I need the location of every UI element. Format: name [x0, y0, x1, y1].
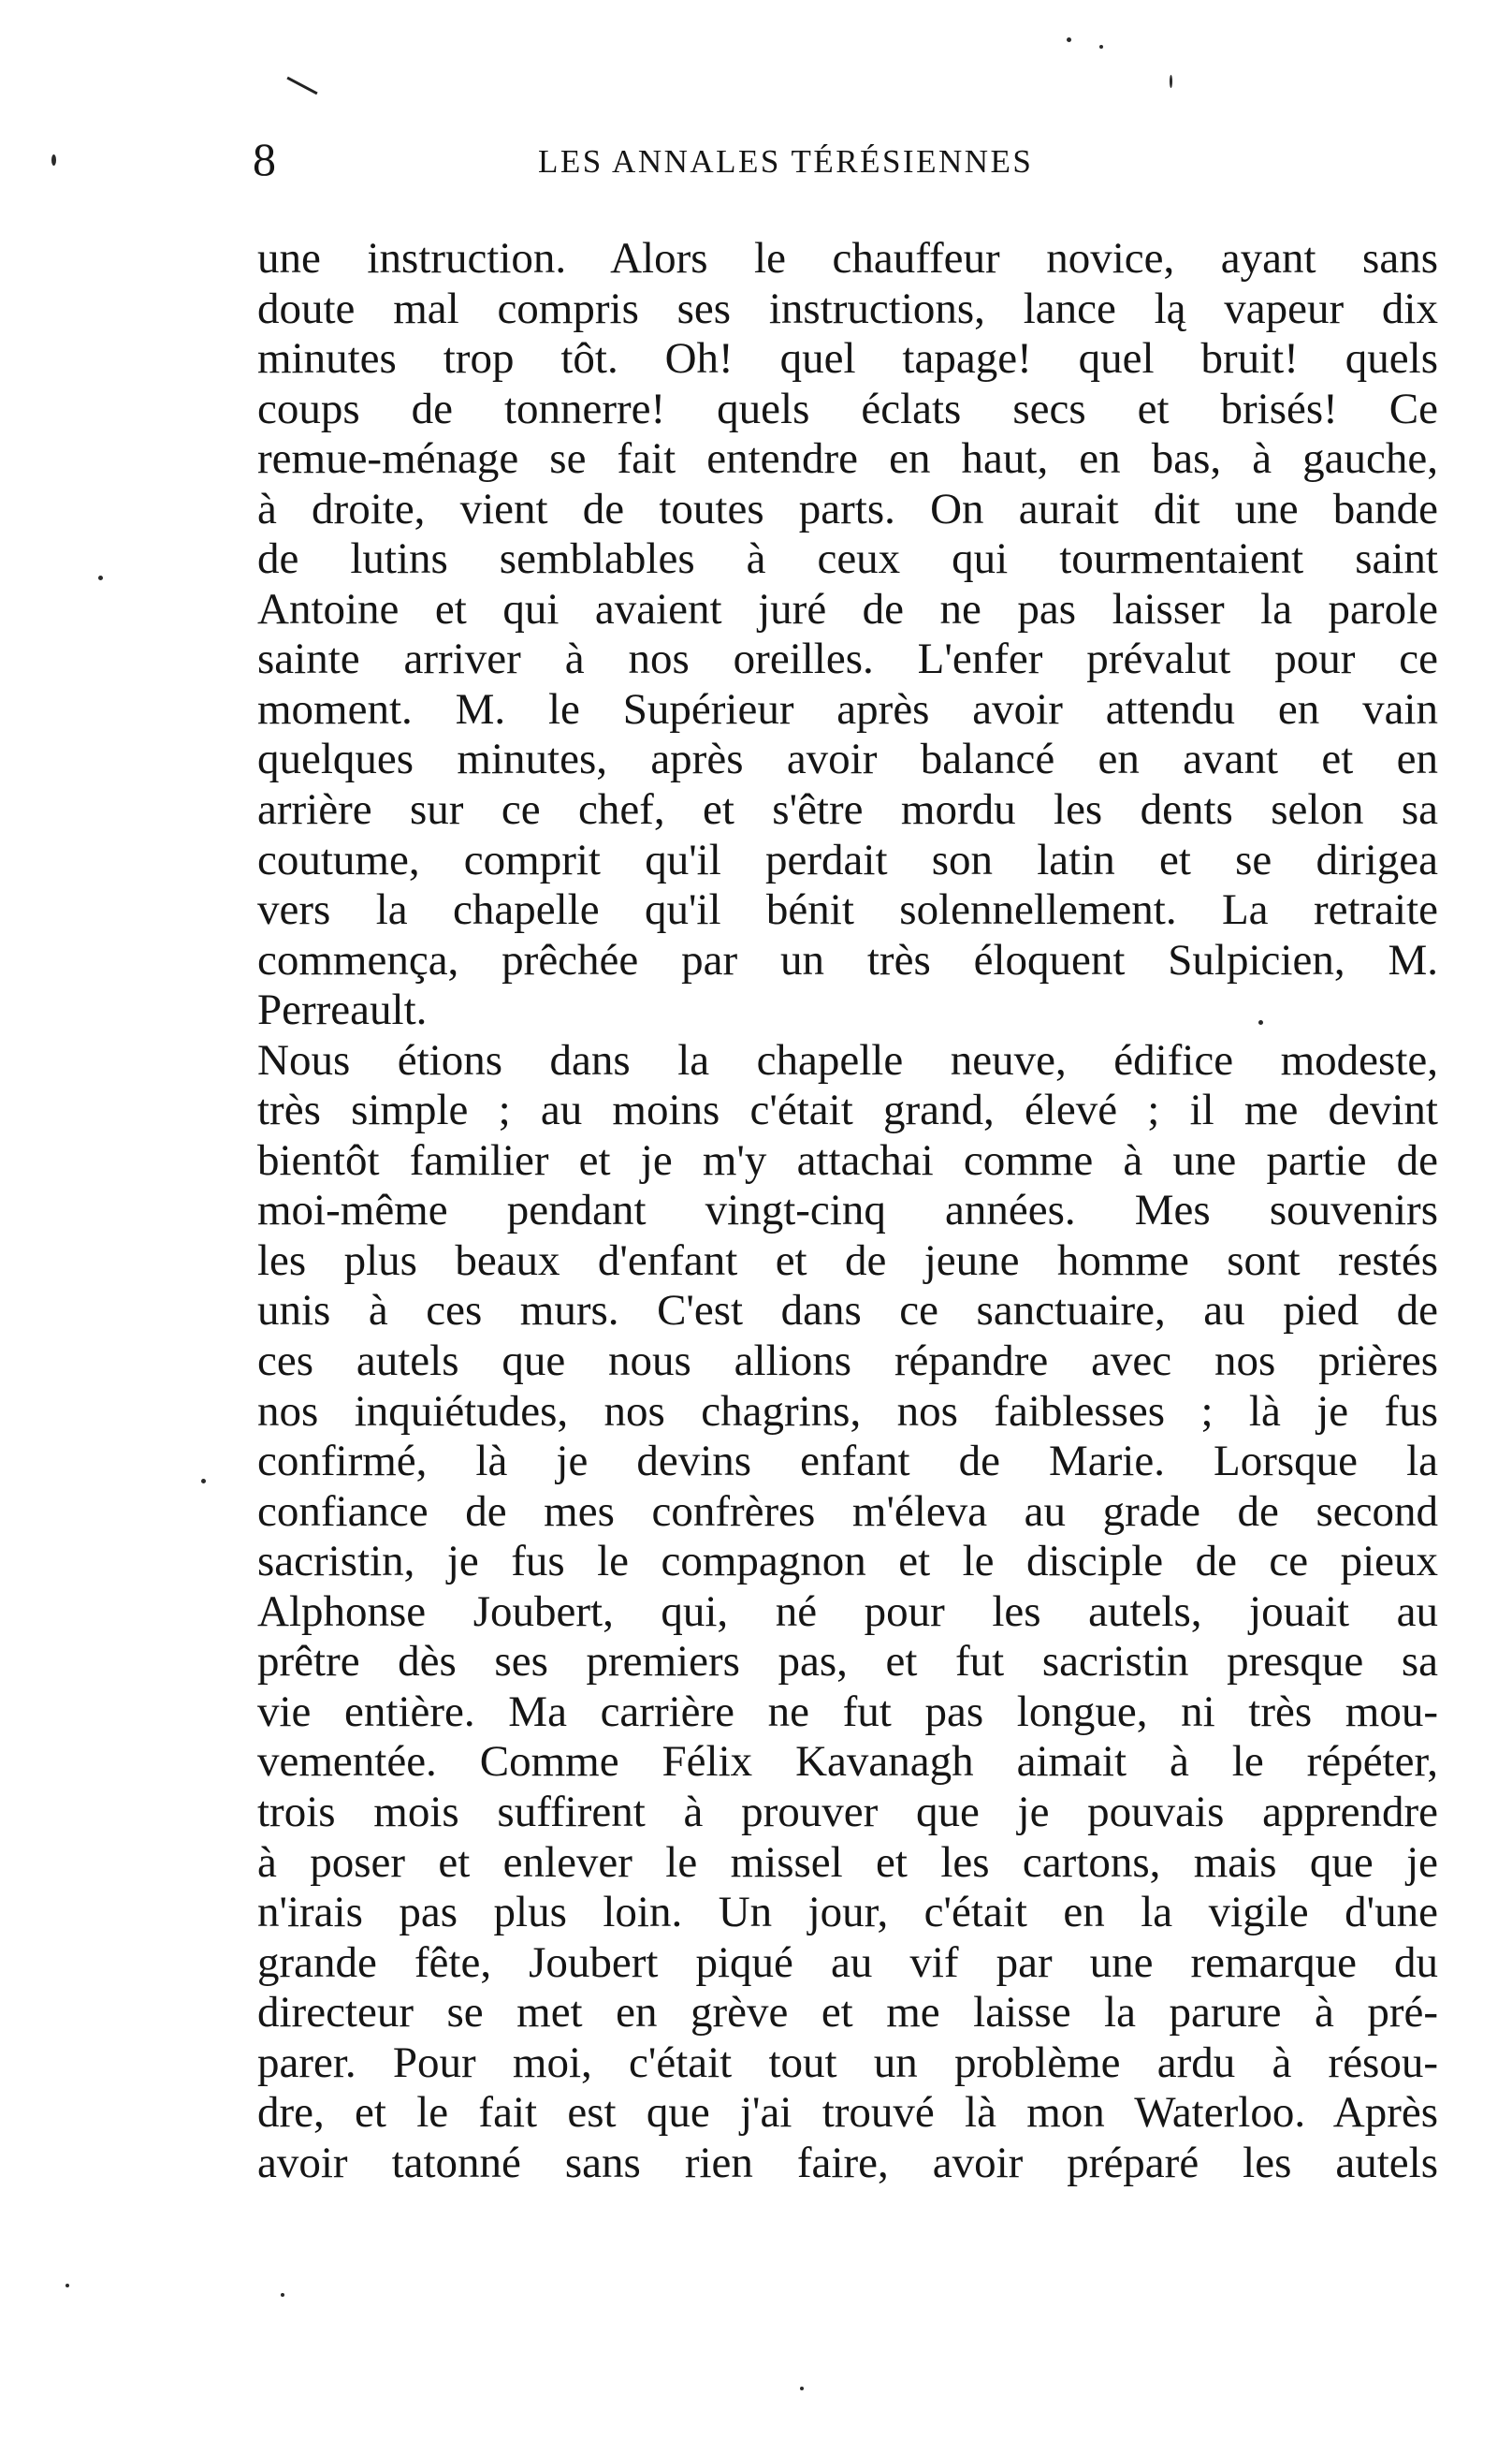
margin-mark	[286, 77, 317, 95]
text-line: minutes trop tôt. Oh! quel tapage! quel bruit! quels	[257, 334, 1438, 384]
print-speck	[281, 2293, 284, 2297]
text-line: moment. M. le Supérieur après avoir attendu en vain	[257, 684, 1438, 734]
text-line: à droite, vient de toutes parts. On aurait dit une bande	[257, 484, 1438, 533]
text-line: arrière sur ce chef, et s'être mordu les dents selon sa	[257, 785, 1438, 835]
text-line: commença, prêchée par un très éloquent Sulpicien, M.	[257, 935, 1438, 985]
text-line: très simple ; au moins c'était grand, élevé ; il me devint	[257, 1086, 1438, 1135]
text-line: ces autels que nous allions répandre avec nos prières	[257, 1337, 1438, 1386]
text-line: grande fête, Joubert piqué au vif par une remarque du	[257, 1937, 1438, 1987]
text-line: Alphonse Joubert, qui, né pour les autels, jouait au	[257, 1586, 1438, 1636]
text-line: doute mal compris ses instructions, lance lą vapeur dix	[257, 284, 1438, 333]
text-line: remue-ménage se fait entendre en haut, en bas, à gauche,	[257, 434, 1438, 484]
text-line: coutume, comprit qu'il perdait son latin et se dirigea	[257, 835, 1438, 884]
text-line: bientôt familier et je m'y attachai comme à une partie de	[257, 1135, 1438, 1185]
text-line: dre, et le fait est que j'ai trouvé là mon Waterloo. Après	[257, 2088, 1438, 2138]
text-line: vie entière. Ma carrière ne fut pas longue, ni très mou-	[257, 1687, 1438, 1736]
print-speck	[65, 2284, 69, 2287]
page-number: 8	[253, 133, 276, 185]
text-line: prêtre dès ses premiers pas, et fut sacristin presque sa	[257, 1637, 1438, 1687]
text-line: vementée. Comme Félix Kavanagh aimait à le répéter,	[257, 1737, 1438, 1787]
print-speck	[98, 576, 103, 580]
body-text	[257, 234, 1438, 2188]
text-line: confiance de mes confrères m'éleva au grade de second	[257, 1486, 1438, 1536]
text-line: trois mois suffirent à prouver que je pouvais apprendre	[257, 1787, 1438, 1836]
text-line: Nous étions dans la chapelle neuve, édifice modeste,	[257, 1035, 1438, 1085]
text-line: coups de tonnerre! quels éclats secs et brisés! Ce	[257, 384, 1438, 433]
text-line: directeur se met en grève et me laisse la parure à pré-	[257, 1988, 1438, 2038]
text-line: avoir tatonné sans rien faire, avoir préparé les autels	[257, 2138, 1438, 2187]
text-line: de lutins semblables à ceux qui tourmentaient saint	[257, 534, 1438, 584]
print-speck	[1067, 37, 1071, 42]
text-line: moi-même pendant vingt-cinq années. Mes souvenirs	[257, 1186, 1438, 1235]
text-line: parer. Pour moi, c'était tout un problème ardu à résou-	[257, 2038, 1438, 2087]
text-line: une instruction. Alors le chauffeur novice, ayant sans	[257, 234, 1438, 283]
running-head: LES ANNALES TÉRÉSIENNES	[538, 143, 1034, 180]
text-line: quelques minutes, après avoir balancé en avant et en	[257, 735, 1438, 784]
text-line: sainte arriver à nos oreilles. L'enfer prévalut pour ce	[257, 635, 1438, 684]
text-line: à poser et enlever le missel et les cartons, mais que je	[257, 1837, 1438, 1887]
print-speck	[1099, 45, 1103, 49]
text-line: unis à ces murs. C'est dans ce sanctuaire, au pied de	[257, 1286, 1438, 1336]
text-line: Perreault.	[257, 986, 428, 1035]
text-line: confirmé, là je devins enfant de Marie. Lorsque la	[257, 1437, 1438, 1486]
print-speck	[800, 2387, 804, 2390]
text-line: nos inquiétudes, nos chagrins, nos faiblesses ; là je fus	[257, 1386, 1438, 1436]
print-speck	[51, 154, 56, 166]
text-line: n'irais pas plus loin. Un jour, c'était en la vigile d'une	[257, 1888, 1438, 1937]
print-speck	[201, 1479, 206, 1483]
text-line: les plus beaux d'enfant et de jeune homme sont restés	[257, 1235, 1438, 1285]
page-header	[253, 131, 1441, 187]
text-line: sacristin, je fus le compagnon et le disciple de ce pieux	[257, 1537, 1438, 1586]
text-line: Antoine et qui avaient juré de ne pas laisser la parole	[257, 584, 1438, 634]
text-line: vers la chapelle qu'il bénit solennellement. La retraite	[257, 885, 1438, 935]
print-speck	[1170, 75, 1172, 88]
